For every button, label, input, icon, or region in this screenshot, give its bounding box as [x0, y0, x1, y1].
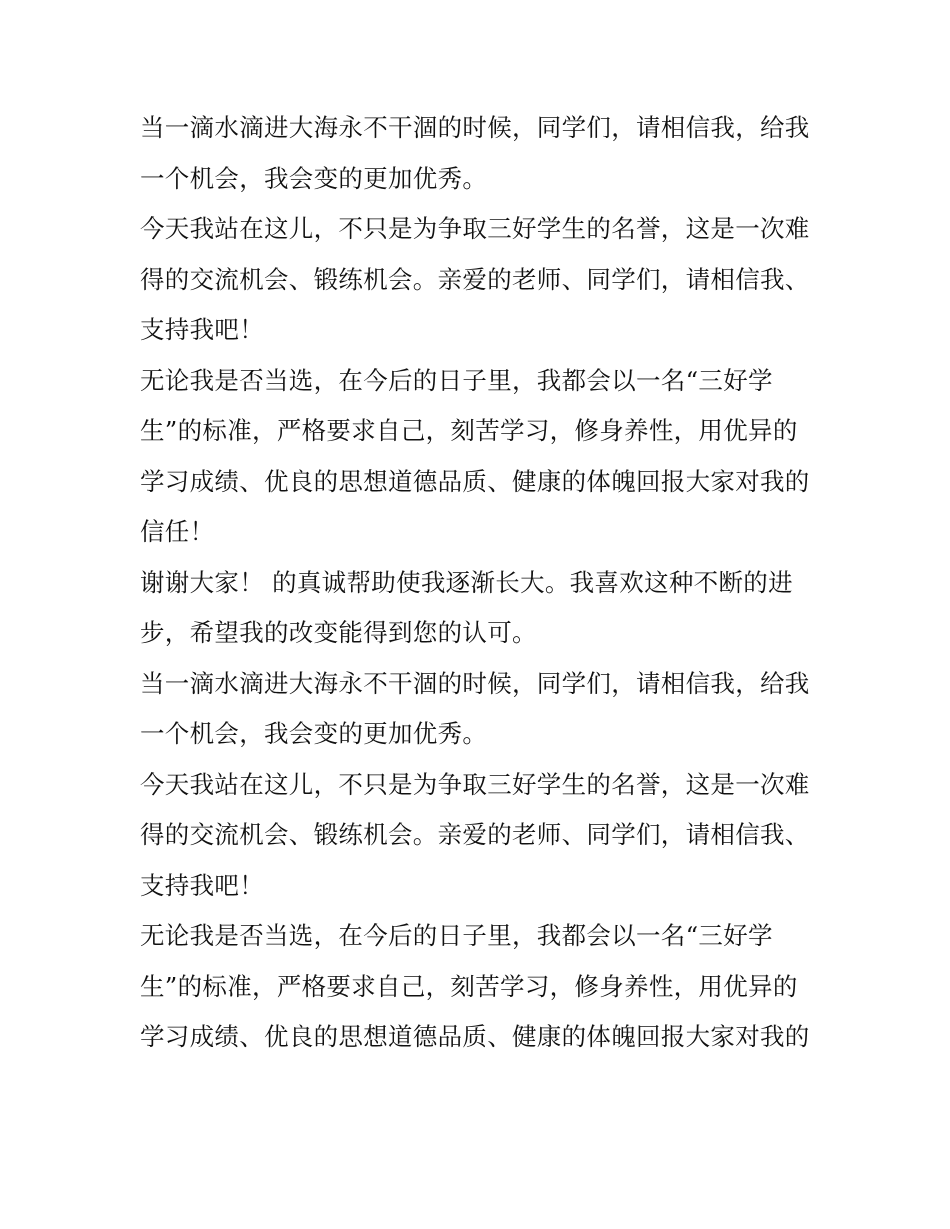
text-line: 当一滴水滴进大海永不干涸的时候，同学们，请相信我，给我 [140, 113, 810, 142]
text-line: 一个机会，我会变的更加优秀。 [140, 719, 488, 748]
document-body [140, 103, 830, 1063]
text-line: 无论我是否当选，在今后的日子里，我都会以一名“三好学 [140, 365, 773, 395]
text-line: 步，希望我的改变能得到您的认可。 [140, 618, 537, 647]
text-line: 得的交流机会、锻练机会。亲爱的老师、同学们，请相信我、 [140, 820, 810, 849]
text-line: 学习成绩、优良的思想道德品质、健康的体魄回报大家对我的 [140, 1022, 810, 1051]
text-line: 生”的标准，严格要求自己，刻苦学习，修身养性，用优异的 [140, 416, 798, 445]
text-line: 当一滴水滴进大海永不干涸的时候，同学们，请相信我，给我 [140, 668, 810, 698]
text-line: 一个机会，我会变的更加优秀。 [140, 163, 488, 193]
text-line: 今天我站在这儿，不只是为争取三好学生的名誉，这是一次难 [140, 214, 810, 243]
text-line: 谢谢大家！ 的真诚帮助使我逐渐长大。我喜欢这种不断的进 [140, 567, 793, 597]
text-line: 无论我是否当选，在今后的日子里，我都会以一名“三好学 [140, 921, 773, 950]
text-line: 支持我吧！ [140, 315, 264, 344]
text-line: 信任！ [140, 517, 215, 546]
text-line: 得的交流机会、锻练机会。亲爱的老师、同学们，请相信我、 [140, 264, 810, 294]
text-line: 学习成绩、优良的思想道德品质、健康的体魄回报大家对我的 [140, 466, 810, 496]
text-line: 生”的标准，严格要求自己，刻苦学习，修身养性，用优异的 [140, 971, 798, 1001]
text-line: 支持我吧！ [140, 870, 264, 900]
text-line: 今天我站在这儿，不只是为争取三好学生的名誉，这是一次难 [140, 769, 810, 799]
